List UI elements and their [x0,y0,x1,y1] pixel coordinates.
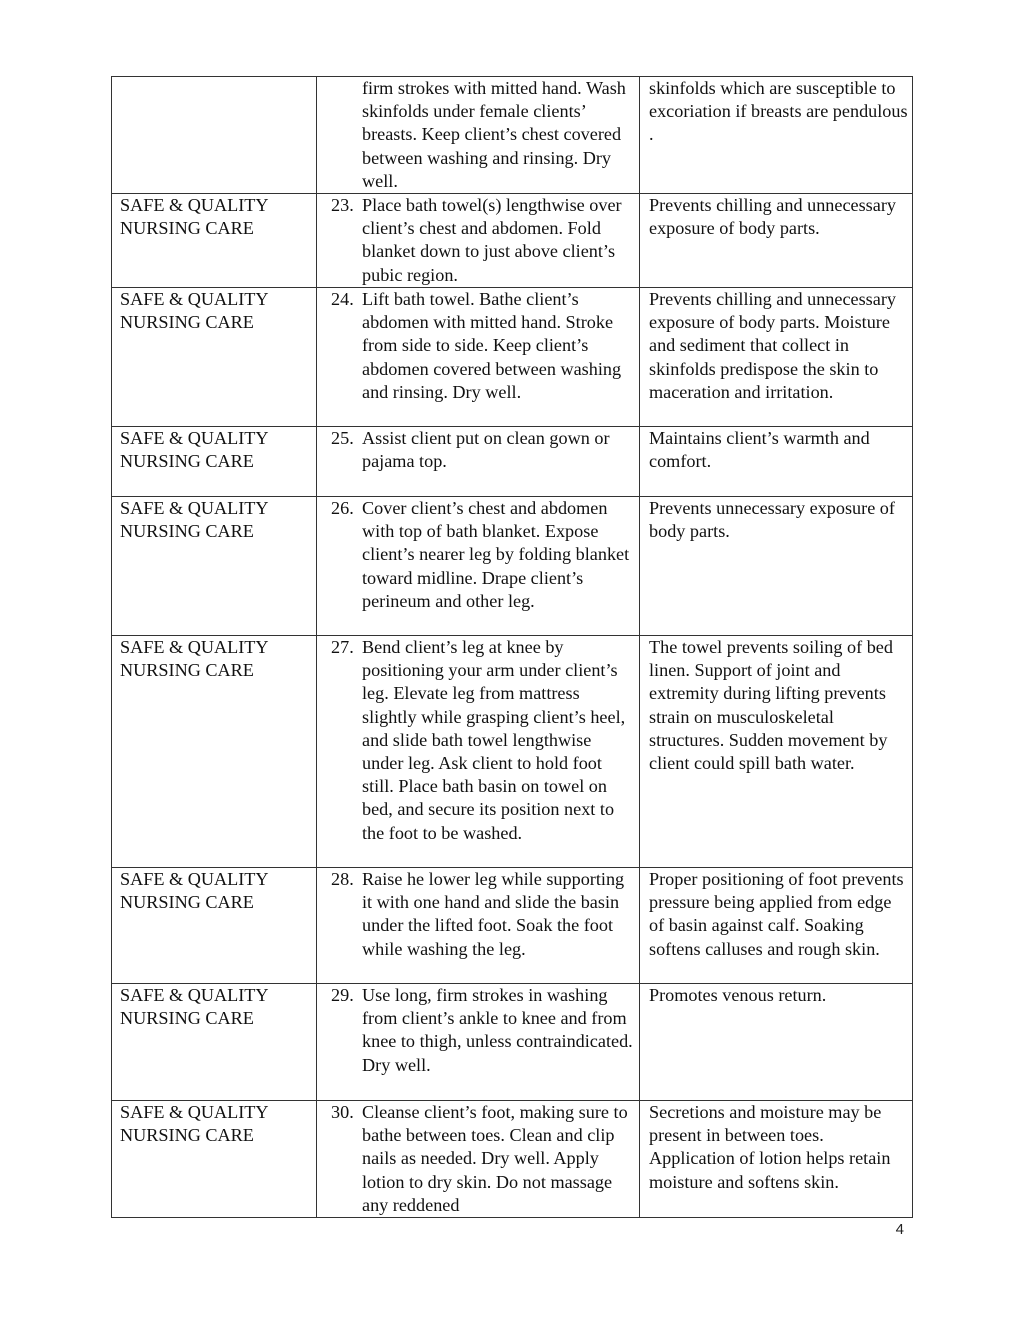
step-cell [317,427,640,497]
step-text: Cover client’s chest and abdomen with top of bath blanket. Expose client’s nearer leg by folding blanket toward midline. Drape client’s perineum and other leg. [362,498,630,611]
step-number: 24. [331,289,354,310]
rationale-cell: Prevents chilling and unnecessary exposure of body parts. Moisture and sediment that collect in skinfolds predispose the skin to maceration and irritation. [640,288,913,427]
step-text: Cleanse client’s foot, making sure to bathe between toes. Clean and clip nails as needed. Dry well. Apply lotion to dry skin. Do not massage any reddened [362,1102,628,1215]
step-number: 26. [331,498,354,519]
step-cell [317,636,640,868]
step-cell [317,194,640,288]
category-cell: SAFE & QUALITY NURSING CARE [112,984,317,1101]
table-row [112,194,913,288]
category-cell: SAFE & QUALITY NURSING CARE [112,1101,317,1218]
rationale-cell: Maintains client’s warmth and comfort. [640,427,913,497]
category-cell: SAFE & QUALITY NURSING CARE [112,868,317,984]
step-text: Lift bath towel. Bathe client’s abdomen with mitted hand. Stroke from side to side. Keep client’s abdomen covered between washing and rinsing. Dry well. [362,289,622,402]
category-cell: SAFE & QUALITY NURSING CARE [112,427,317,497]
table-row [112,868,913,984]
rationale-cell: Promotes venous return. [640,984,913,1101]
step-number: 23. [331,195,354,216]
table-row [112,636,913,868]
step-number: 27. [331,637,354,658]
table-row [112,984,913,1101]
table-row [112,1101,913,1218]
step-number: 28. [331,869,354,890]
step-cell [317,1101,640,1218]
rationale-cell: Prevents chilling and unnecessary exposure of body parts. [640,194,913,288]
table-row [112,427,913,497]
rationale-cell: Proper positioning of foot prevents pressure being applied from edge of basin against calf. Soaking softens calluses and rough skin. [640,868,913,984]
step-number: 29. [331,985,354,1006]
rationale-cell: Prevents unnecessary exposure of body parts. [640,497,913,636]
step-cell [317,497,640,636]
table-row [112,497,913,636]
step-cell [317,288,640,427]
rationale-cell: The towel prevents soiling of bed linen. Support of joint and extremity during lifting prevents strain on musculoskeletal structures. Sudden movement by client could spill bath water. [640,636,913,868]
rationale-cell: skinfolds which are susceptible to excoriation if breasts are pendulous . [640,77,913,194]
category-cell: SAFE & QUALITY NURSING CARE [112,194,317,288]
step-text: Raise he lower leg while supporting it with one hand and slide the basin under the lifted foot. Soak the foot while washing the leg. [362,869,625,959]
category-cell [112,77,317,194]
step-text: firm strokes with mitted hand. Wash skinfolds under female clients’ breasts. Keep client’s chest covered between washing and rinsing. Dry well. [362,78,626,191]
procedure-table [111,76,913,1218]
step-text: Place bath towel(s) lengthwise over client’s chest and abdomen. Fold blanket down to just above client’s pubic region. [362,195,622,285]
category-cell: SAFE & QUALITY NURSING CARE [112,636,317,868]
step-text: Assist client put on clean gown or pajama top. [362,428,610,472]
category-cell: SAFE & QUALITY NURSING CARE [112,288,317,427]
step-text: Bend client’s leg at knee by positioning your arm under client’s leg. Elevate leg from mattress slightly while grasping client’s heel, and slide bath towel lengthwise under leg. Ask client to hold foot still. Place bath basin on towel on bed, and secure its position next to the foot to be washed. [362,637,626,843]
step-number: 30. [331,1102,354,1123]
step-text: Use long, firm strokes in washing from client’s ankle to knee and from knee to thigh, unless contraindicated. Dry well. [362,985,633,1075]
table-row [112,77,913,194]
step-cell [317,984,640,1101]
step-cell [317,77,640,194]
page-number: 4 [895,1221,904,1238]
table-row [112,288,913,427]
step-number: 25. [331,428,354,449]
category-cell: SAFE & QUALITY NURSING CARE [112,497,317,636]
step-cell [317,868,640,984]
rationale-cell: Secretions and moisture may be present in between toes. Application of lotion helps retain moisture and softens skin. [640,1101,913,1218]
